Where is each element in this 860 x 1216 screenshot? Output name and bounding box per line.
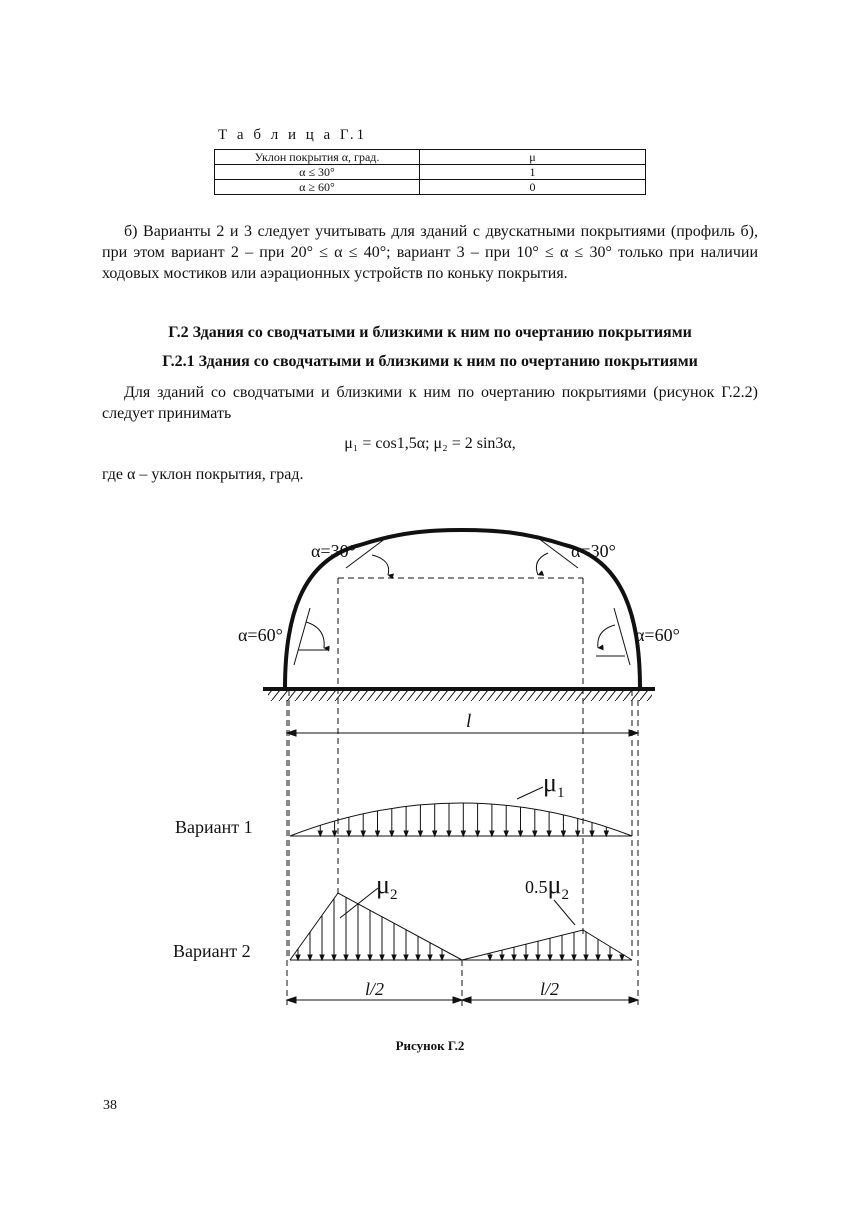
table-caption: Т а б л и ц а Г.1 [218, 127, 368, 143]
alpha60-left-label: α=60° [238, 625, 283, 645]
mu1-label: $\mu_1$ [543, 768, 565, 801]
variant1-arrow-head [490, 831, 494, 836]
variant2-arrow-head [440, 955, 444, 960]
variant1-arrow-head [318, 831, 322, 836]
variant2-arrow-head [596, 955, 600, 960]
variant2-load-left [290, 893, 462, 960]
variant2-arrow-head [428, 955, 432, 960]
variant2-arrow-head [404, 955, 408, 960]
table-header-cell: Уклон покрытия α, град. [215, 150, 420, 165]
half-span-right-label: l/2 [540, 979, 560, 999]
table-cell: 1 [420, 165, 646, 180]
variant2-arrow-head [620, 955, 624, 960]
variant2-arrow-head [296, 955, 300, 960]
variant1-label: Вариант 1 [175, 817, 253, 837]
variant2-arrow-head [560, 955, 564, 960]
variant2-load-arrows [296, 897, 624, 960]
variant1-arrow-head [347, 831, 351, 836]
figure-caption: Рисунок Г.2 [395, 1038, 465, 1053]
variant1-arrow-head [604, 831, 608, 836]
variant2-arrow-head [500, 955, 504, 960]
variant2-arrow-head [488, 955, 492, 960]
paragraph-variants: б) Варианты 2 и 3 следует учитывать для зданий с двускатными покрытиями (профиль б), при этом вариант 2 – при 20° ≤ α ≤ 40°; вариант 3 – при 10° ≤ α ≤ 30° только при наличии ходовых мостиков или аэрационных устройств по коньку покрытия. [102, 223, 758, 282]
variant1-arrow-head [433, 831, 437, 836]
variant1-arrow-head [476, 831, 480, 836]
formula: μ₁ = cos1,5α; μ₂ = 2 sin3α, [344, 435, 516, 452]
variant2-arrow-head [320, 955, 324, 960]
variant2-arrow-head [308, 955, 312, 960]
table-cell: α ≥ 60° [215, 180, 420, 195]
variant1-arrow-head [461, 831, 465, 836]
alpha60-right-label: α=60° [635, 625, 680, 645]
variant2-arrow-head [608, 955, 612, 960]
alpha30-left-label: α=30° [311, 541, 356, 561]
variant2-arrow-head [380, 955, 384, 960]
variant1-arrow-head [519, 831, 523, 836]
variant1-arrow-head [390, 831, 394, 836]
variant1-arrow-head [333, 831, 337, 836]
table-header-cell: μ [420, 150, 646, 165]
variant1-load-arrows [318, 803, 608, 836]
variant2-arrow-head [512, 955, 516, 960]
variant2-arrow-head [368, 955, 372, 960]
table-cell: 0 [420, 180, 646, 195]
half-mu2-label: $0.5\mu_2$ [525, 870, 569, 903]
variant2-arrow-head [344, 955, 348, 960]
page-number: 38 [103, 1098, 117, 1113]
variant2-arrow-head [416, 955, 420, 960]
half-span-left-label: l/2 [365, 979, 385, 999]
variant1-arrow-head [504, 831, 508, 836]
variant2-arrow-head [332, 955, 336, 960]
paragraph-definition: где α – уклон покрытия, град. [102, 466, 304, 483]
variant1-arrow-head [561, 831, 565, 836]
variant1-arrow-head [533, 831, 537, 836]
subsection-heading: Г.2.1 Здания со сводчатыми и близкими к ним по очертанию покрытиями [162, 353, 698, 370]
variant2-arrow-head [524, 955, 528, 960]
variant2-arrow-head [584, 955, 588, 960]
mu2-label: $\mu_2$ [376, 870, 398, 903]
variant1-arrow-head [361, 831, 365, 836]
variant1-arrow-head [404, 831, 408, 836]
variant1-arrow-head [447, 831, 451, 836]
variant2-arrow-head [572, 955, 576, 960]
ground-hatch [268, 691, 652, 701]
table-cell: α ≤ 30° [215, 165, 420, 180]
section-heading: Г.2 Здания со сводчатыми и близкими к ним по очертанию покрытиями [168, 324, 692, 341]
variant1-arrow-head [590, 831, 594, 836]
variant2-arrow-head [536, 955, 540, 960]
variant2-arrow-head [392, 955, 396, 960]
variant1-arrow-head [576, 831, 580, 836]
variant1-arrow-head [418, 831, 422, 836]
span-label: l [466, 711, 472, 732]
variant2-arrow-head [356, 955, 360, 960]
variant1-arrow-head [547, 831, 551, 836]
alpha30-right-label: α=30° [571, 541, 616, 561]
paragraph-rule: Для зданий со сводчатыми и близкими к ним по очертанию покрытиями (рисунок Г.2.2) следует принимать [102, 384, 758, 422]
variant2-arrow-head [548, 955, 552, 960]
variant2-label: Вариант 2 [173, 941, 251, 961]
variant1-arrow-head [376, 831, 380, 836]
variant2-load-right [462, 930, 632, 960]
